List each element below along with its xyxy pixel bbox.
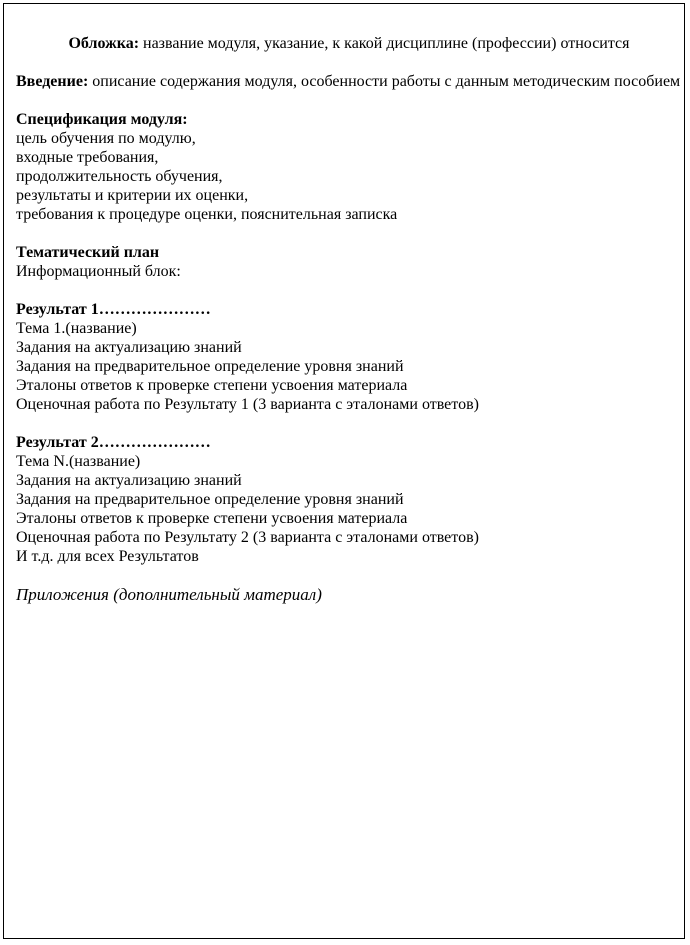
spec-line: цель обучения по модулю, bbox=[16, 130, 196, 147]
document-frame bbox=[3, 3, 685, 939]
appendix-line: Приложения (дополнительный материал) bbox=[16, 585, 322, 604]
result1-line: Эталоны ответов к проверке степени усвоения материала bbox=[16, 377, 408, 394]
result1-line: Задания на предварительное определение уровня знаний bbox=[16, 358, 404, 375]
result1-heading: Результат 1………………… bbox=[16, 301, 211, 318]
intro-text: описание содержания модуля, особенности работы с данным методическим пособием bbox=[88, 73, 681, 90]
cover-label: Обложка: bbox=[68, 35, 140, 52]
spec-line: продолжительность обучения, bbox=[16, 168, 223, 185]
result2-line: Задания на актуализацию знаний bbox=[16, 472, 242, 489]
cover-line bbox=[16, 34, 682, 53]
intro-paragraph bbox=[16, 72, 682, 91]
plan-line: Информационный блок: bbox=[16, 263, 181, 280]
result2-line: Тема N.(название) bbox=[16, 453, 141, 470]
plan-heading: Тематический план bbox=[16, 244, 160, 261]
result2-line: Эталоны ответов к проверке степени усвоения материала bbox=[16, 510, 408, 527]
spec-line: результаты и критерии их оценки, bbox=[16, 187, 249, 204]
cover-text: название модуля, указание, к какой дисциплине (профессии) относится bbox=[139, 35, 630, 52]
result1-line: Тема 1.(название) bbox=[16, 320, 137, 337]
result1-line: Задания на актуализацию знаний bbox=[16, 339, 242, 356]
spec-line: входные требования, bbox=[16, 149, 159, 166]
intro-label: Введение: bbox=[16, 73, 89, 90]
spec-heading: Спецификация модуля: bbox=[16, 111, 188, 128]
spec-line: требования к процедуре оценки, пояснительная записка bbox=[16, 206, 398, 223]
result1-line: Оценочная работа по Результату 1 (3 варианта с эталонами ответов) bbox=[16, 396, 479, 413]
result2-heading: Результат 2………………… bbox=[16, 434, 211, 451]
result2-line: Оценочная работа по Результату 2 (3 варианта с эталонами ответов) bbox=[16, 529, 479, 546]
document-content bbox=[16, 34, 682, 604]
result2-line: Задания на предварительное определение уровня знаний bbox=[16, 491, 404, 508]
result2-line: И т.д. для всех Результатов bbox=[16, 548, 199, 565]
